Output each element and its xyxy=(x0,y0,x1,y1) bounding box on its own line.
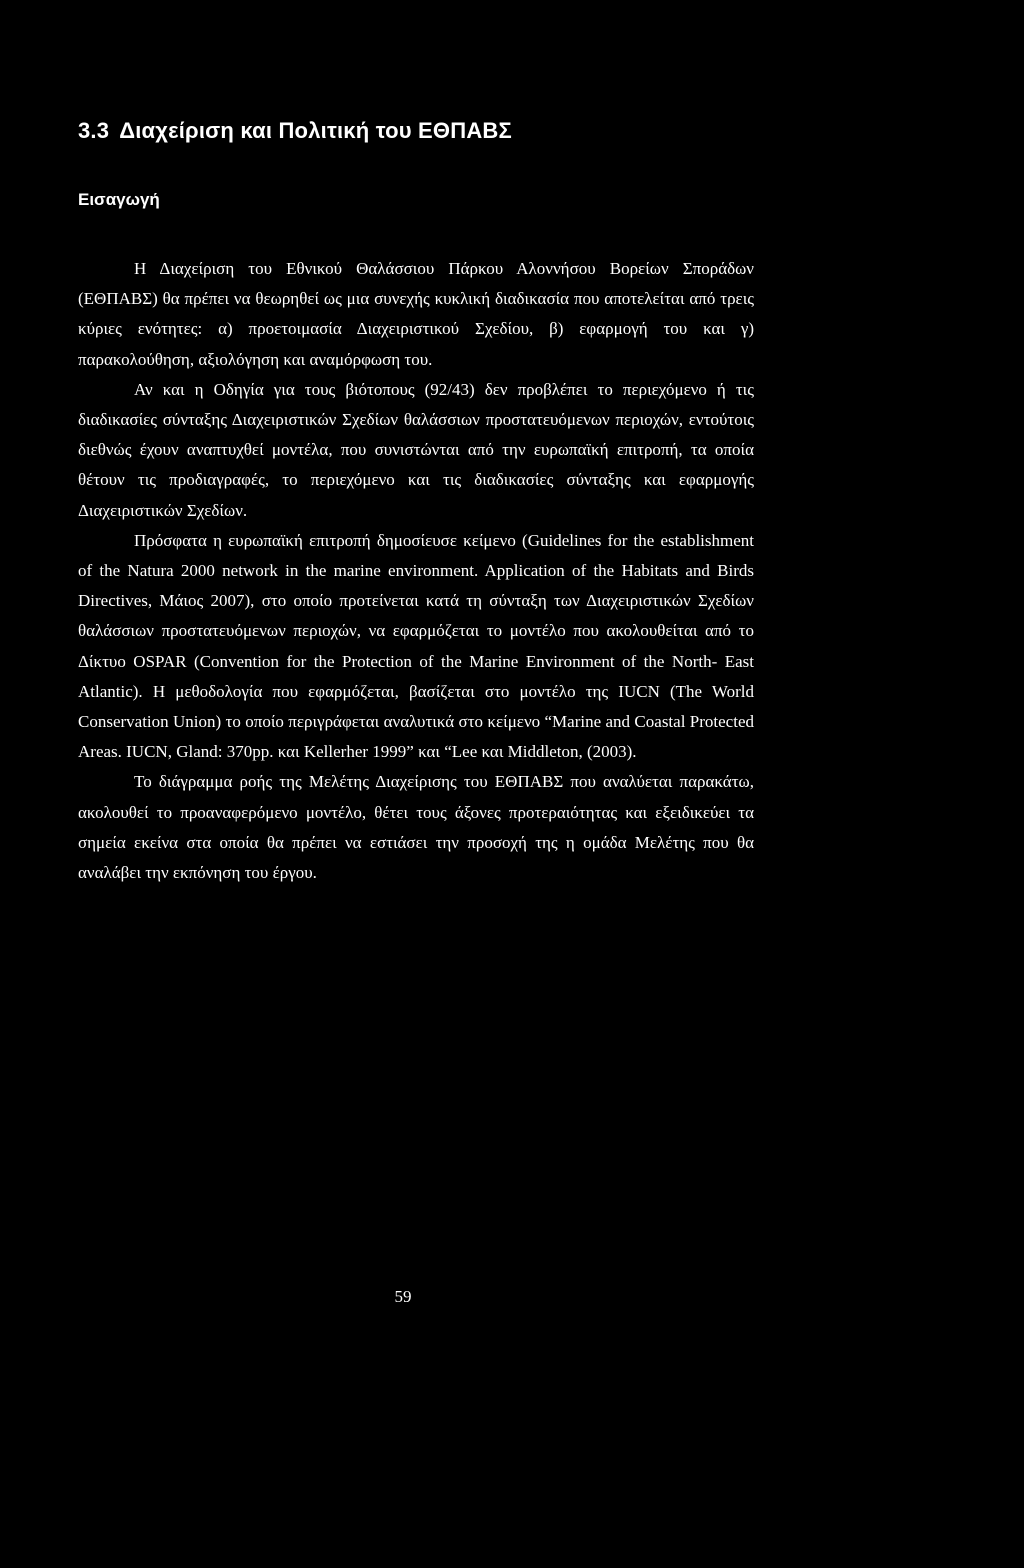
body-text xyxy=(78,254,754,888)
paragraph: Πρόσφατα η ευρωπαϊκή επιτροπή δημοσίευσε κείμενο (Guidelines for the establishment of the Natura 2000 network in the marine environment. Application of the Habitats and Birds Directives, Μάιος 2007), στο οποίο προτείνεται κατά τη σύνταξη των Διαχειριστικών Σχεδίων θαλάσσιων προστατευόμενων περιοχών, να εφαρμόζεται το μοντέλο που ακολουθείται από το Δίκτυο OSPAR (Convention for the Protection of the Marine Environment of the North- East Atlantic). Η μεθοδολογία που εφαρμόζεται, βασίζεται στο μοντέλο της IUCN (The World Conservation Union) το οποίο περιγράφεται αναλυτικά στο κείμενο “Marine and Coastal Protected Areas. IUCN, Gland: 370pp. και Kellerher 1999” και “Lee και Middleton, (2003). xyxy=(78,530,754,762)
subsection-heading: Εισαγωγή xyxy=(78,190,160,209)
paragraph: Η Διαχείριση του Εθνικού Θαλάσσιου Πάρκου Αλοννήσου Βορείων Σποράδων (ΕΘΠΑΒΣ) θα πρέπει να θεωρηθεί ως μια συνεχής κυκλική διαδικασία που αποτελείται από τρεις κύριες ενότητες: α) προετοιμασία Διαχειριστικού Σχεδίου, β) εφαρμογή του και γ) παρακολούθηση, αξιολόγηση και αναμόρφωση του. xyxy=(78,259,754,369)
section-number: 3.3 xyxy=(78,118,110,143)
paragraph: Το διάγραμμα ροής της Μελέτης Διαχείρισης του ΕΘΠΑΒΣ που αναλύεται παρακάτω, ακολουθεί το προαναφερόμενο μοντέλο, θέτει τους άξονες προτεραιότητας και εξειδικεύει τα σημεία εκείνα στα οποία θα πρέπει να εστιάσει την προσοχή της η ομάδα Μελέτης που θα αναλάβει την εκπόνηση του έργου. xyxy=(78,772,754,883)
page-number: 59 xyxy=(394,1287,412,1306)
paragraph: Αν και η Οδηγία για τους βιότοπους (92/43) δεν προβλέπει το περιεχόμενο ή τις διαδικασίες σύνταξης Διαχειριστικών Σχεδίων θαλάσσιων προστατευόμενων περιοχών, εντούτοις διεθνώς έχουν αναπτυχθεί μοντέλα, που συνιστώνται από την ευρωπαϊκή επιτροπή, τα οποία θέτουν τις προδιαγραφές, το περιεχόμενο και τις διαδικασίες σύνταξης και εφαρμογής Διαχειριστικών Σχεδίων. xyxy=(78,379,754,520)
section-heading xyxy=(78,118,512,144)
section-title: Διαχείριση και Πολιτική του ΕΘΠΑΒΣ xyxy=(119,118,512,143)
